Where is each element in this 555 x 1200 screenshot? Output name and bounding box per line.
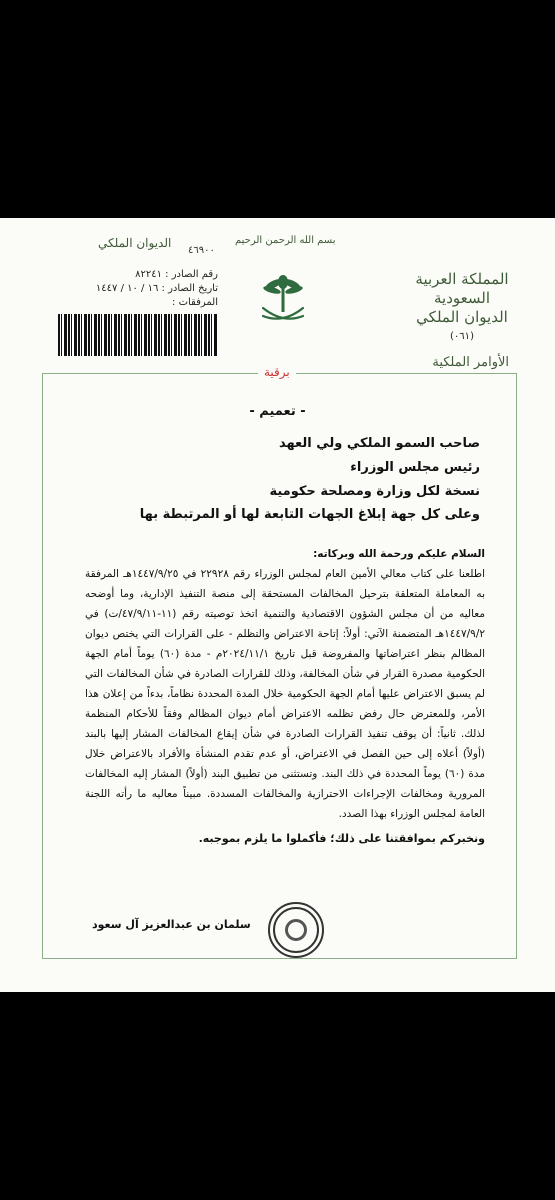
royal-court-mark-left: الديوان الملكي xyxy=(98,236,172,250)
addressee-line-1: صاحب السمو الملكي ولي العهد xyxy=(278,436,480,451)
greeting: السلام عليكم ورحمة الله وبركاته: xyxy=(313,548,485,560)
barcode xyxy=(58,314,218,356)
kingdom-header xyxy=(387,270,537,342)
royal-letter-document xyxy=(0,218,555,992)
royal-seal xyxy=(268,902,324,958)
issue-date-row: تاريخ الصادر : ١٦ / ١٠ / ١٤٤٧ xyxy=(95,283,218,294)
issue-number-row: رقم الصادر : ٨٢٢٤١ xyxy=(135,269,218,280)
kingdom-name: المملكة العربية السعودية xyxy=(415,270,509,307)
issue-date: ١٦ / ١٠ / ١٤٤٧ xyxy=(95,283,159,294)
royal-court-name: الديوان الملكي xyxy=(416,308,508,326)
addressee-line-2: رئيس مجلس الوزراء xyxy=(350,460,480,475)
letter-body xyxy=(85,544,485,824)
issue-number: ٨٢٢٤١ xyxy=(135,269,162,280)
attachments-row: المرفقات : xyxy=(172,297,218,308)
office-code: (٠٦١) xyxy=(450,331,474,342)
body-text: اطلعنا على كتاب معالي الأمين العام لمجلس الوزراء رقم ٢٢٩٢٨ في ١٤٤٧/٩/٢٥هـ المرفقة به المعاملة المتعلقة بترحيل المخالفات المستحقة إلى منصة التنفيذ الإدارية، وما أوضحه معاليه من أن مجلس الشؤون الاقتصادية والتنمية اتخذ توصيته رقم (١١-٤٧/٩/١١/ت) في ١٤٤٧/٩/٢هـ المتضمنة الآتي: أولاً: إتاحة الاعتراض والتظلم - على القرارات التي يختص ديوان المظالم بنظر اعتراضاتها والمفروضة قبل تاريخ ٢٠٢٤/١١/١م - مدة (٦٠) يوماً أمام الجهة الحكومية مصدرة القرار في شأن المخالفة، وذلك للقرارات الصادرة في شأن المخالفات التي لم يسبق الاعتراض عليها أمام الجهة الحكومية خلال المدة المحددة نظاماً، بدءاً من إعلان هذا الأمر، وللمعترض حال رفض تظلمه الاعتراض أمام ديوان المظالم وفقاً للأحكام المنظمة لذلك. ثانياً: أن يوقف تنفيذ القرارات الصادرة في شأن إيقاع المخالفات المشار إليها بالبند (أولاً) أعلاه إلى حين الفصل في الاعتراض، أو عدم تقدم المنشأة والأفراد بالاعتراض خلال مدة (٦٠) يوماً المحددة في ذلك البند. وتستثنى من تطبيق البند (أولاً) المشار إليه المخالفات المرورية ومخالفات الإجراءات الاحترازية والمخالفات المسددة. مبيناً معاليه ما رأته اللجنة العامة لمجلس الوزراء بهذا الصدد. xyxy=(85,568,486,820)
reference-number: ٤٦٩٠٠ xyxy=(188,245,215,256)
saudi-emblem-icon xyxy=(258,270,308,326)
circular-title: - تعميم - xyxy=(249,404,306,419)
telegram-tag: برقية xyxy=(258,365,296,379)
seal-center xyxy=(285,919,307,941)
issue-meta xyxy=(48,268,218,310)
closing-line: ونخبركم بموافقتنا على ذلك؛ فأكملوا ما يلزم بموجبه. xyxy=(198,832,485,845)
signature-name: سلمان بن عبدالعزيز آل سعود xyxy=(92,918,251,931)
addressee-line-3: نسخة لكل وزارة ومصلحة حكومية xyxy=(269,484,480,499)
basmala: بسم الله الرحمن الرحيم xyxy=(235,235,336,246)
addressee-line-4: وعلى كل جهة إبلاغ الجهات التابعة لها أو المرتبطة بها xyxy=(139,507,480,522)
department-name: الأوامر الملكية xyxy=(432,355,509,370)
